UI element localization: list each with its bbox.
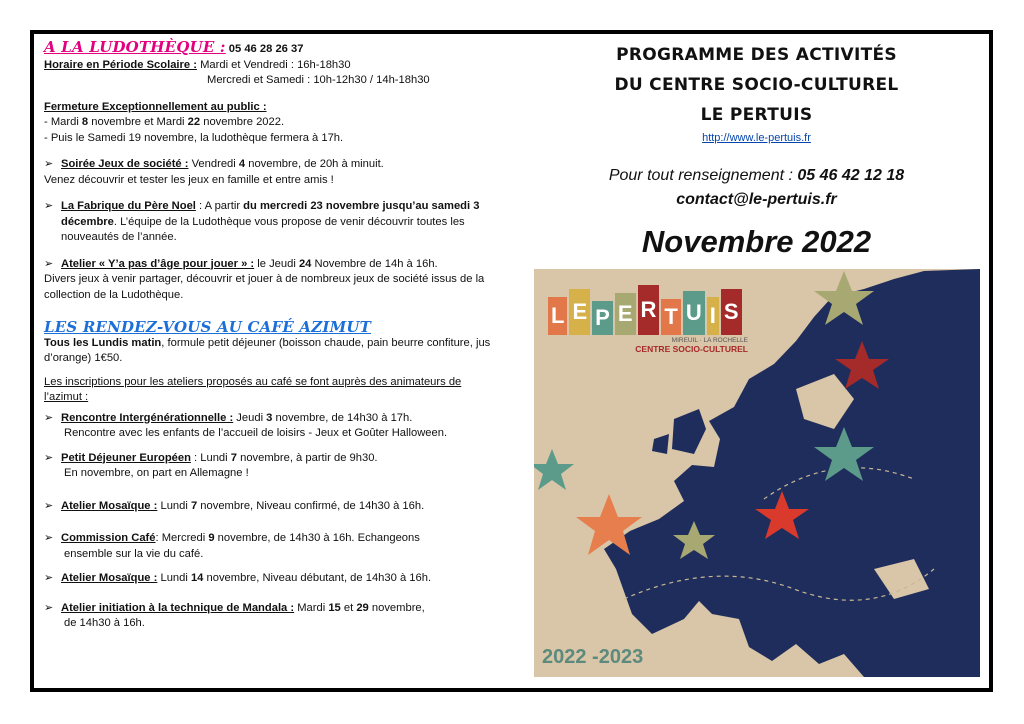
atelier-age-desc: Divers jeux à venir partager, découvrir et jouer à de nombreux jeux de société issus de la collection de la Ludothèque. [44, 273, 485, 301]
closing-line-1: - Mardi 8 novembre et Mardi 22 novembre 2022. [44, 116, 285, 128]
hours-line-1 [44, 58, 494, 74]
mandala-desc: de 14h30 à 16h. [64, 617, 145, 629]
arrow-bullet-icon: ➢ [44, 499, 54, 512]
hours-1: Mardi et Vendredi : 16h-18h30 [200, 58, 351, 71]
arrow-bullet-icon: ➢ [44, 257, 54, 270]
mosaique-1-item: ➢ Atelier Mosaïque : Lundi 7 novembre, Niveau confirmé, de 14h30 à 16h. [44, 499, 494, 515]
soiree-desc: Venez découvrir et tester les jeux en famille et entre amis ! [44, 173, 334, 186]
rencontre-desc: Rencontre avec les enfants de l’accueil de loisirs - Jeux et Goûter Halloween. [64, 427, 448, 439]
soiree-item: ➢ Soirée Jeux de société : Vendredi 4 novembre, de 20h à minuit. [44, 157, 494, 173]
years-label: 2022 -2023 [542, 646, 644, 668]
arrow-bullet-icon: ➢ [44, 158, 54, 170]
arrow-bullet-icon: ➢ [44, 411, 54, 424]
petit-dej-item: ➢ Petit Déjeuner Européen : Lundi 7 novembre, à partir de 9h30. [44, 451, 494, 467]
arrow-bullet-icon: ➢ [44, 601, 54, 614]
mosaique-2-item: ➢ Atelier Mosaïque : Lundi 14 novembre, Niveau débutant, de 14h30 à 16h. [44, 571, 494, 587]
atelier-age-item: ➢ Atelier « Y’a pas d’âge pour jouer » : le Jeudi 24 Novembre de 14h à 16h. [44, 257, 494, 273]
closing-title: Fermeture Exceptionnellement au public : [44, 100, 267, 113]
programme-title-2: DU CENTRE SOCIO-CULTUREL [614, 75, 899, 95]
commission-item: ➢ Commission Café: Mercredi 9 novembre, de 14h30 à 16h. Echangeons [44, 531, 494, 547]
programme-title-1: PROGRAMME DES ACTIVITÉS [616, 45, 897, 65]
arrow-bullet-icon: ➢ [44, 572, 54, 584]
petit-dej-desc: En novembre, on part en Allemagne ! [64, 467, 249, 479]
closing-line-2: - Puis le Samedi 19 novembre, la ludothèque fermera à 17h. [44, 131, 344, 144]
programme-title-3: LE PERTUIS [700, 105, 813, 125]
cafe-lundis: Tous les Lundis matin, formule petit déjeuner (boisson chaude, pain beurre confiture, jus d’orange) 1€50. [44, 336, 491, 364]
contact-phone: 05 46 42 12 18 [797, 167, 905, 184]
mandala-item: ➢ Atelier initiation à la technique de Mandala : Mardi 15 et 29 novembre, [44, 601, 494, 617]
right-column [533, 40, 980, 260]
le-pertuis-logo: L E P E R T U I S MIREUIL · LA ROCHELLE CENTRE SOCIO-CULTUREL [548, 285, 748, 354]
ludotheque-header [44, 40, 494, 58]
arrow-bullet-icon: ➢ [44, 451, 54, 464]
arrow-bullet-icon: ➢ [44, 532, 54, 544]
cafe-inscriptions: Les inscriptions pour les ateliers proposés au café se font auprès des animateurs de l’azimut : [44, 375, 462, 403]
cafe-title: LES RENDEZ-VOUS AU CAFÉ AZIMUT [44, 318, 372, 336]
website-link[interactable]: http://www.le-pertuis.fr [702, 132, 811, 144]
ludotheque-phone: 05 46 28 26 37 [228, 43, 304, 55]
contact-email[interactable]: contact@le-pertuis.fr [676, 191, 837, 208]
rencontre-item: ➢ Rencontre Intergénérationnelle : Jeudi 3 novembre, de 14h30 à 17h. [44, 411, 494, 427]
left-column [44, 40, 494, 632]
commission-desc: ensemble sur la vie du café. [64, 547, 204, 560]
contact-info: Pour tout renseignement : 05 46 42 12 18 contact@le-pertuis.fr [608, 167, 905, 208]
poster-image [534, 269, 980, 677]
ludotheque-title: A LA LUDOTHÈQUE : [44, 38, 226, 56]
hours-label: Horaire en Période Scolaire : [44, 58, 197, 71]
fabrique-item: ➢ La Fabrique du Père Noel : A partir du mercredi 23 novembre jusqu’au samedi 3 décembre. L’équipe de la Ludothèque vous propose de venir découvrir toutes les nouveautés de l’année. [44, 200, 480, 243]
hours-2: Mercredi et Samedi : 10h-12h30 / 14h-18h30 [207, 74, 430, 86]
month-title: Novembre 2022 [641, 224, 872, 259]
arrow-bullet-icon: ➢ [44, 200, 54, 212]
